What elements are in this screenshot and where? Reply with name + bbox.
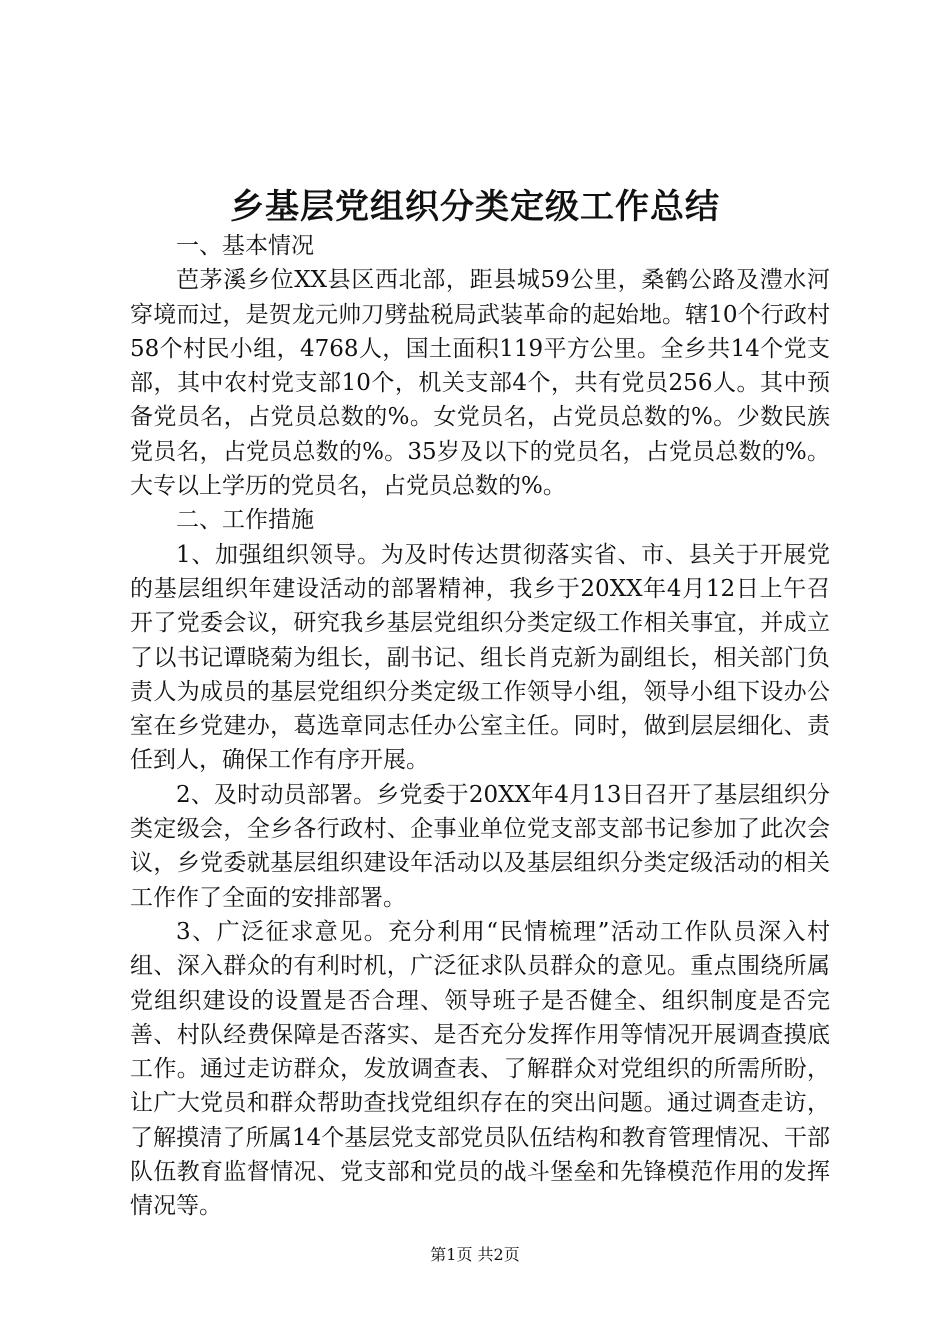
paragraph-measure-3: 3、广泛征求意见。充分利用“民情梳理”活动工作队员深入村组、深入群众的有利时机，广泛征求队员群众的意见。重点围绕所属党组织建设的设置是否合理、领导班子是否健全、组织制度是否完善、村队经费保障是否落实、是否充分发挥作用等情况开展调查摸底工作。通过走访群众，发放调查表、了解群众对党组织的所需所盼，让广大党员和群众帮助查找党组织存在的突出问题。通过调查走访，了解摸清了所属14个基层党支部党员队伍结构和教育管理情况、干部队伍教育监督情况、党支部和党员的战斗堡垒和先锋模范作用的发挥情况等。 (130, 918, 830, 1220)
page-footer: 第1页 共2页 (430, 1245, 520, 1264)
section-heading-basic-situation: 一、基本情况 (176, 233, 314, 259)
paragraph-measure-2: 2、及时动员部署。乡党委于20XX年4月13日召开了基层组织分类定级会，全乡各行政村、企事业单位党支部支部书记参加了此次会议，乡党委就基层组织建设年活动以及基层组织分类定级活动的相关工作作了全面的安排部署。 (130, 781, 830, 911)
paragraph-measure-1: 1、加强组织领导。为及时传达贯彻落实省、市、县关于开展党的基层组织年建设活动的部署精神，我乡于20XX年4月12日上午召开了党委会议，研究我乡基层党组织分类定级工作相关事宜，并成立了以书记谭晓菊为组长，副书记、组长肖克新为副组长，相关部门负责人为成员的基层党组织分类定级工作领导小组，领导小组下设办公室在乡党建办，葛选章同志任办公室主任。同时，做到层层细化、责任到人，确保工作有序开展。 (130, 541, 830, 774)
document-body (130, 229, 830, 1224)
document-title: 乡基层党组织分类定级工作总结 (230, 187, 720, 227)
paragraph-basic-situation: 芭茅溪乡位XX县区西北部，距县城59公里，桑鹤公路及澧水河穿境而过，是贺龙元帅刀劈盐税局武装革命的起始地。辖10个行政村58个村民小组，4768人，国土面积119平方公里。全乡共14个党支部，其中农村党支部10个，机关支部4个，共有党员256人。其中预备党员名，占党员总数的%。女党员名，占党员总数的%。少数民族党员名，占党员总数的%。35岁及以下的党员名，占党员总数的%。大专以上学历的党员名，占党员总数的%。 (130, 267, 830, 500)
section-heading-work-measures: 二、工作措施 (176, 507, 314, 534)
